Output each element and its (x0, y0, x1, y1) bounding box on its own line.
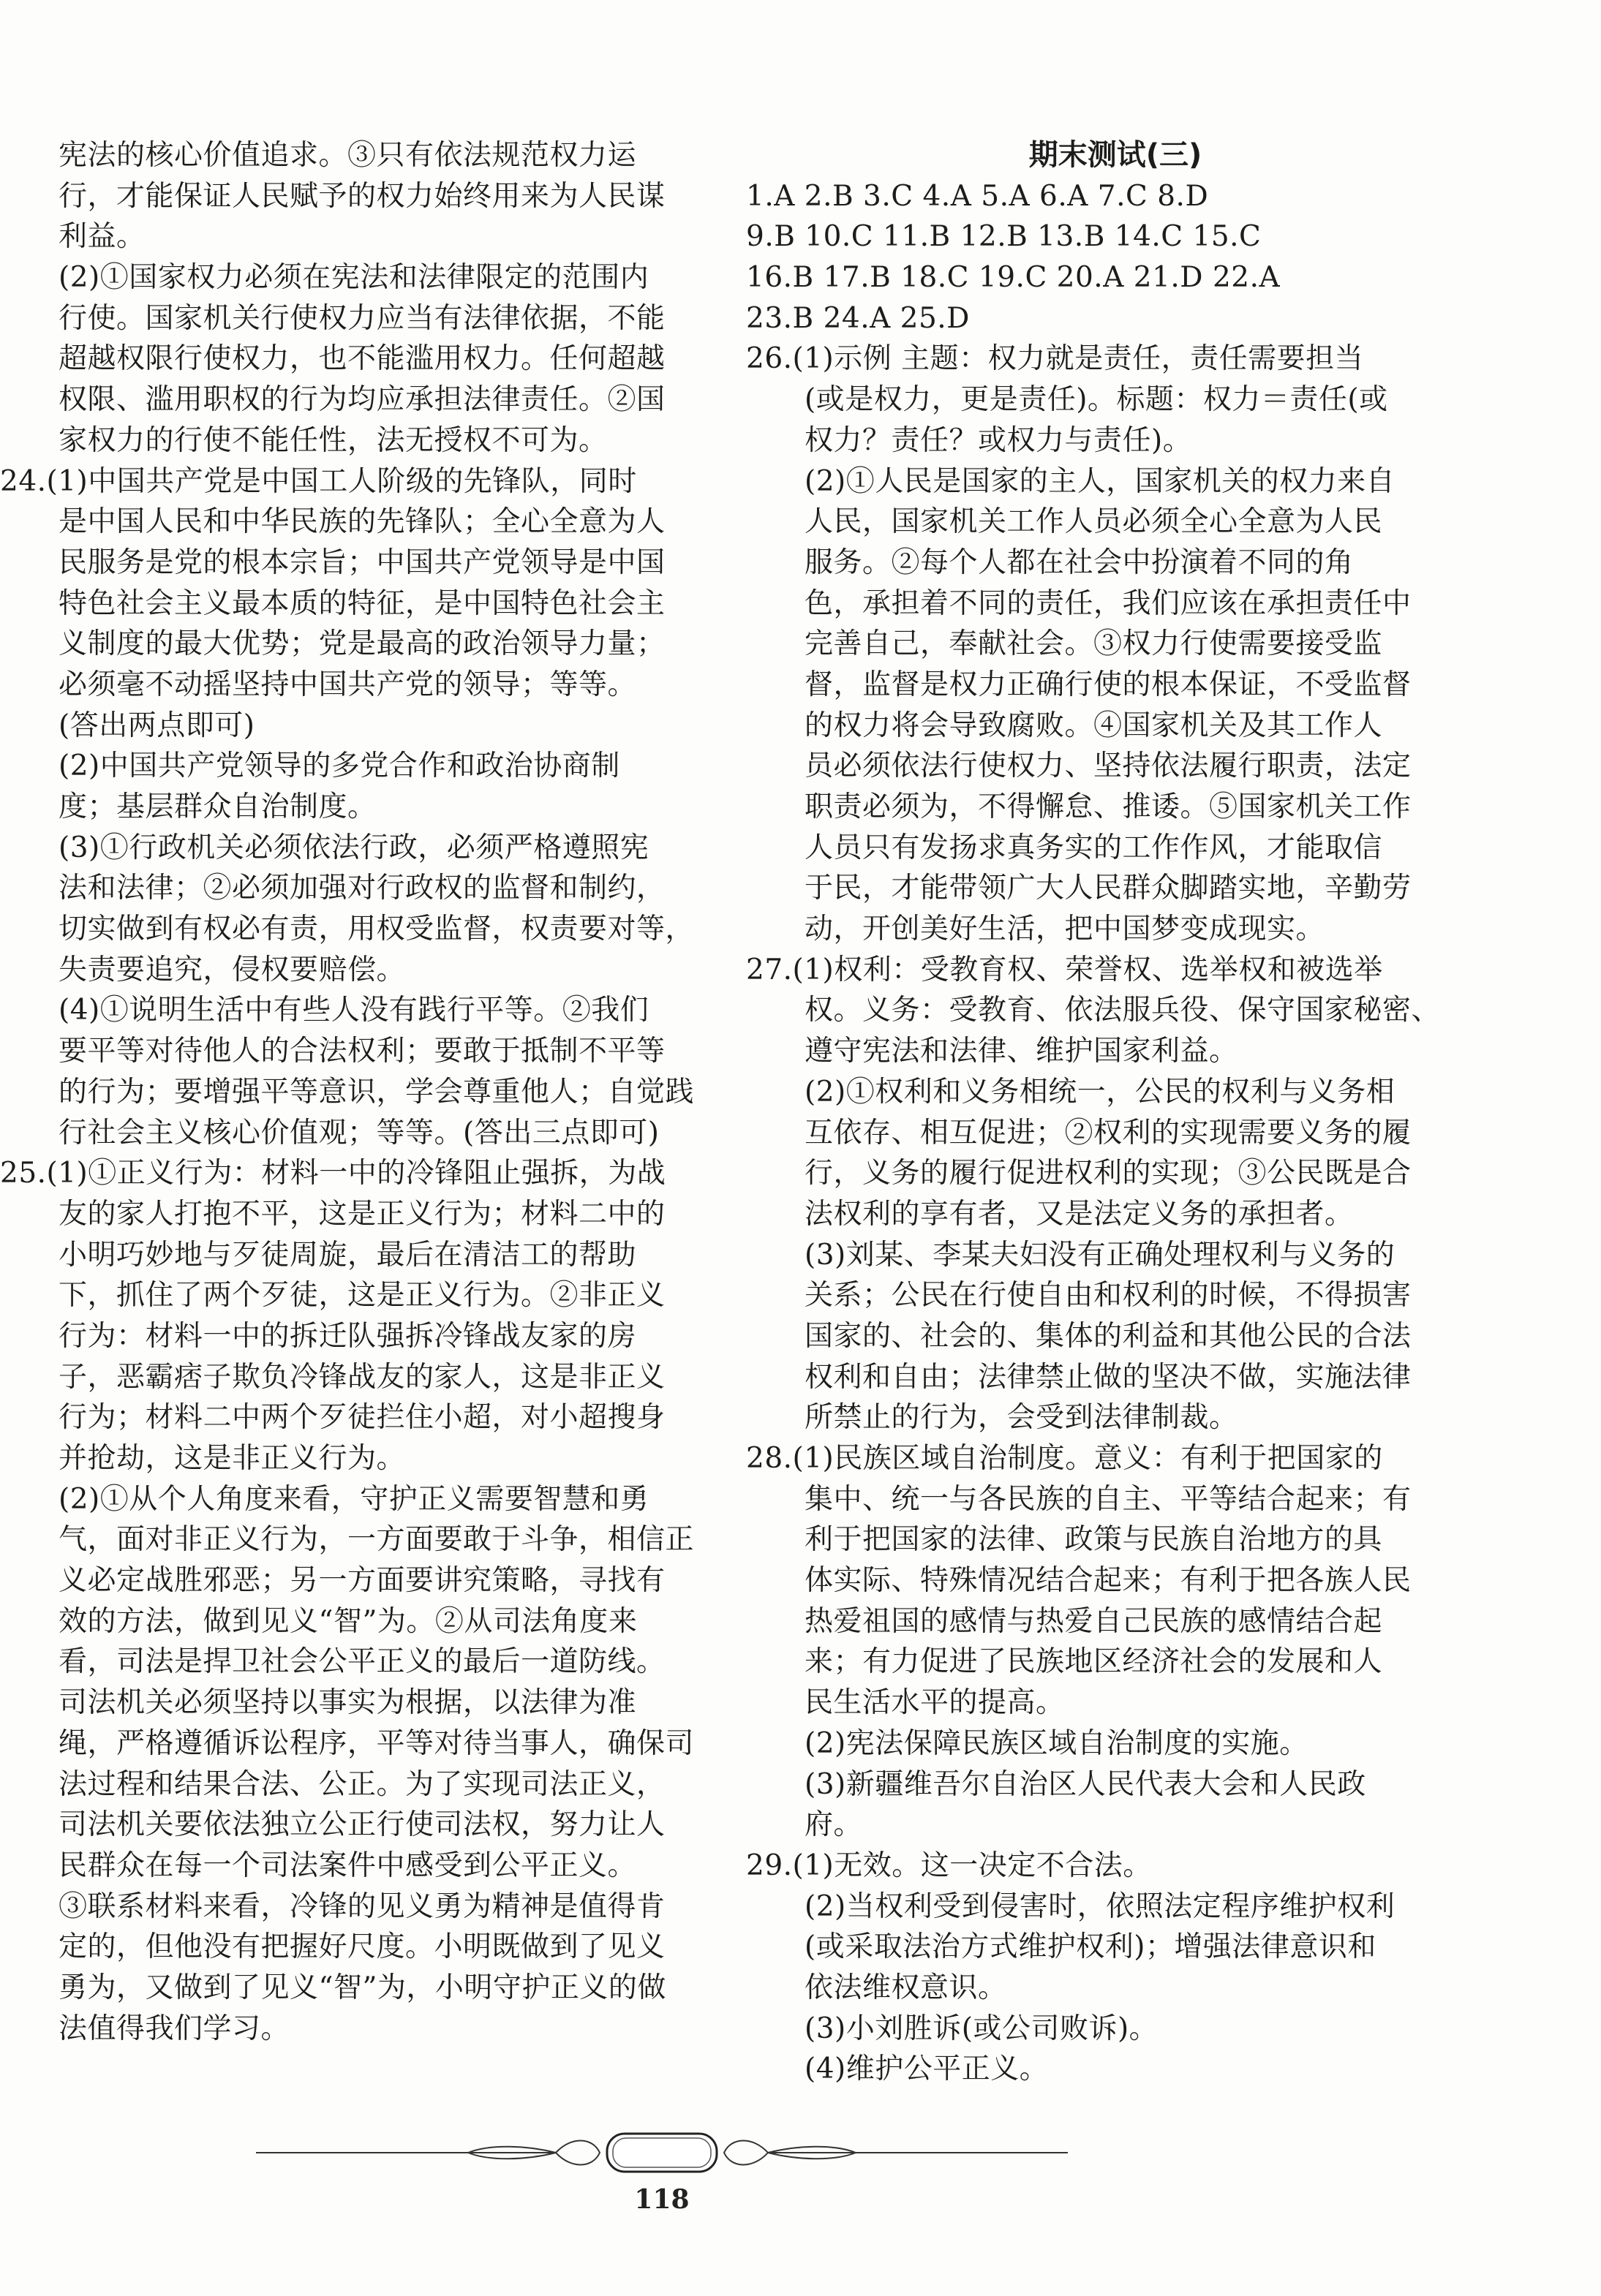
answer-key-line: 23.B 24.A 25.D (746, 301, 970, 335)
text-line: 来；有力促进了民族地区经济社会的发展和人 (805, 1645, 1383, 1679)
text-line: 看，司法是捍卫社会公平正义的最后一道防线。 (59, 1645, 666, 1679)
text-line: 国家的、社会的、集体的利益和其他公民的合法 (805, 1319, 1412, 1353)
text-line: 要平等对待他人的合法权利；要敢于抵制不平等 (59, 1035, 666, 1068)
text-line: 集中、统一与各民族的自主、平等结合起来；有 (805, 1482, 1412, 1516)
text-line: (或采取法治方式维护权利)；增强法律意识和 (805, 1930, 1376, 1964)
text-line: 关系；公民在行使自由和权利的时候，不得损害 (805, 1279, 1412, 1313)
text-line: 气，面对非正义行为，一方面要敢于斗争，相信正 (59, 1523, 695, 1557)
text-line: 28.(1)民族区域自治制度。意义：有利于把国家的 (746, 1442, 1383, 1475)
text-line: ③联系材料来看，冷锋的见义勇为精神是值得肯 (59, 1889, 666, 1923)
text-line: 特色社会主义最本质的特征，是中国特色社会主 (59, 586, 666, 620)
answer-key-line: 1.A 2.B 3.C 4.A 5.A 6.A 7.C 8.D (746, 179, 1209, 213)
text-line: 遵守宪法和法律、维护国家利益。 (805, 1035, 1238, 1068)
text-line: 绳，严格遵循诉讼程序，平等对待当事人，确保司 (59, 1726, 695, 1760)
text-line: 法值得我们学习。 (59, 2012, 290, 2045)
text-line: 行为；材料二中两个歹徒拦住小超，对小超搜身 (59, 1401, 666, 1435)
text-line: 是中国人民和中华民族的先锋队；全心全意为人 (59, 505, 666, 539)
text-line: 民服务是党的根本宗旨；中国共产党领导是中国 (59, 545, 666, 579)
text-line: 法和法律；②必须加强对行政权的监督和制约， (59, 872, 666, 905)
text-line: (2)①从个人角度来看，守护正义需要智慧和勇 (59, 1482, 649, 1516)
text-line: 民群众在每一个司法案件中感受到公平正义。 (59, 1848, 637, 1882)
text-line: (2)①国家权力必须在宪法和法律限定的范围内 (59, 261, 649, 295)
text-line: 义必定战胜邪恶；另一方面要讲究策略，寻找有 (59, 1564, 666, 1598)
text-line: 效的方法，做到见义“智”为。②从司法角度来 (59, 1604, 638, 1638)
text-line: 勇为，又做到了见义“智”为，小明守护正义的做 (59, 1971, 666, 2004)
text-line: (2)①权利和义务相统一，公民的权利与义务相 (805, 1075, 1395, 1109)
text-line: (4)①说明生活中有些人没有践行平等。②我们 (59, 994, 649, 1027)
text-line: 利益。 (59, 220, 146, 254)
text-line: (3)刘某、李某夫妇没有正确处理权利与义务的 (805, 1238, 1395, 1272)
text-line: (或是权力，更是责任)。标题：权力＝责任(或 (805, 383, 1388, 417)
text-line: 色，承担着不同的责任，我们应该在承担责任中 (805, 586, 1412, 620)
text-line: 定的，但他没有把握好尺度。小明既做到了见义 (59, 1930, 666, 1964)
text-line: 失责要追究，侵权要赔偿。 (59, 953, 406, 986)
text-line: 行，才能保证人民赋予的权力始终用来为人民谋 (59, 179, 666, 213)
text-line: 小明巧妙地与歹徒周旋，最后在清洁工的帮助 (59, 1238, 637, 1272)
text-line: 利于把国家的法律、政策与民族自治地方的具 (805, 1523, 1383, 1557)
text-line: 24.(1)中国共产党是中国工人阶级的先锋队，同时 (0, 464, 637, 498)
text-line: 所禁止的行为，会受到法律制裁。 (805, 1401, 1238, 1435)
text-line: 体实际、特殊情况结合起来；有利于把各族人民 (805, 1564, 1412, 1598)
text-line: 子，恶霸痞子欺负冷锋战友的家人，这是非正义 (59, 1360, 666, 1394)
text-line: (3)新疆维吾尔自治区人民代表大会和人民政 (805, 1767, 1366, 1801)
text-line: (2)宪法保障民族区域自治制度的实施。 (805, 1726, 1308, 1760)
text-line: 的权力将会导致腐败。④国家机关及其工作人 (805, 709, 1383, 742)
text-line: 府。 (805, 1808, 863, 1842)
text-line: 法过程和结果合法、公正。为了实现司法正义， (59, 1767, 666, 1801)
right-column (746, 135, 1485, 2090)
text-line: 权利和自由；法律禁止做的坚决不做，实施法律 (805, 1360, 1412, 1394)
text-line: 26.(1)示例 主题：权力就是责任，责任需要担当 (746, 342, 1364, 376)
text-line: (2)当权利受到侵害时，依照法定程序维护权利 (805, 1889, 1395, 1923)
text-line: 人员只有发扬求真务实的工作作风，才能取信 (805, 831, 1383, 864)
text-line: 度；基层群众自治制度。 (59, 790, 377, 823)
text-line: 权力？责任？或权力与责任)。 (805, 423, 1192, 457)
text-line: 热爱祖国的感情与热爱自己民族的感情结合起 (805, 1604, 1383, 1638)
text-line: (3)①行政机关必须依法行政，必须严格遵照宪 (59, 831, 649, 864)
text-line: 督，监督是权力正确行使的根本保证，不受监督 (805, 668, 1412, 701)
text-line: (3)小刘胜诉(或公司败诉)。 (805, 2012, 1159, 2045)
page-number: 118 (634, 2184, 690, 2215)
text-line: 于民，才能带领广大人民群众脚踏实地，辛勤劳 (805, 872, 1412, 905)
text-line: 服务。②每个人都在社会中扮演着不同的角 (805, 545, 1354, 579)
text-line: (2)中国共产党领导的多党合作和政治协商制 (59, 749, 620, 783)
left-column (0, 135, 797, 2049)
text-line: 下，抓住了两个歹徒，这是正义行为。②非正义 (59, 1279, 666, 1313)
text-line: 29.(1)无效。这一决定不合法。 (746, 1848, 1152, 1882)
page-footer-ornament (249, 2129, 1075, 2215)
text-line: 人民，国家机关工作人员必须全心全意为人民 (805, 505, 1383, 539)
text-line: (4)维护公平正义。 (805, 2053, 1049, 2086)
text-line: 家权力的行使不能任性，法无授权不可为。 (59, 423, 608, 457)
text-line: 并抢劫，这是非正义行为。 (59, 1442, 406, 1475)
text-line: 的行为；要增强平等意识，学会尊重他人；自觉践 (59, 1075, 695, 1109)
text-line: 25.(1)①正义行为：材料一中的冷锋阻止强拆，为战 (0, 1157, 666, 1190)
text-line: 权限、滥用职权的行为均应承担法律责任。②国 (59, 383, 666, 417)
text-line: 行，义务的履行促进权利的实现；③公民既是合 (805, 1157, 1412, 1190)
text-line: 职责必须为，不得懈怠、推诿。⑤国家机关工作 (805, 790, 1412, 823)
text-line: (2)①人民是国家的主人，国家机关的权力来自 (805, 464, 1395, 498)
text-line: 友的家人打抱不平，这是正义行为；材料二中的 (59, 1197, 666, 1231)
answer-key-line: 16.B 17.B 18.C 19.C 20.A 21.D 22.A (746, 261, 1281, 295)
text-line: 互依存、相互促进；②权利的实现需要义务的履 (805, 1116, 1412, 1149)
footer-ornament-icon (249, 2129, 1075, 2176)
text-line: 司法机关要依法独立公正行使司法权，努力让人 (59, 1808, 666, 1842)
text-line: (答出两点即可) (59, 709, 255, 742)
text-line: 依法维权意识。 (805, 1971, 1007, 2004)
text-line: 行使。国家机关行使权力应当有法律依据，不能 (59, 301, 666, 335)
text-line: 行社会主义核心价值观；等等。(答出三点即可) (59, 1116, 660, 1149)
text-line: 员必须依法行使权力、坚持依法履行职责，法定 (805, 749, 1412, 783)
section-title: 期末测试(三) (1028, 138, 1202, 172)
text-line: 宪法的核心价值追求。③只有依法规范权力运 (59, 139, 637, 172)
text-line: 义制度的最大优势；党是最高的政治领导力量； (59, 627, 666, 661)
text-line: 法权利的享有者，又是法定义务的承担者。 (805, 1197, 1354, 1231)
text-line: 完善自己，奉献社会。③权力行使需要接受监 (805, 627, 1383, 661)
text-line: 权。义务：受教育、依法服兵役、保守国家秘密、 (805, 994, 1441, 1027)
answer-key-line: 9.B 10.C 11.B 12.B 13.B 14.C 15.C (746, 220, 1262, 254)
text-line: 动，开创美好生活，把中国梦变成现实。 (805, 913, 1325, 946)
text-line: 必须毫不动摇坚持中国共产党的领导；等等。 (59, 668, 637, 701)
text-line: 司法机关必须坚持以事实为根据，以法律为准 (59, 1686, 637, 1720)
text-line: 民生活水平的提高。 (805, 1686, 1065, 1720)
text-line: 行为：材料一中的拆迁队强拆冷锋战友家的房 (59, 1319, 637, 1353)
text-line: 27.(1)权利：受教育权、荣誉权、选举权和被选举 (746, 953, 1383, 986)
text-line: 切实做到有权必有责，用权受监督，权责要对等， (59, 913, 695, 946)
text-line: 超越权限行使权力，也不能滥用权力。任何超越 (59, 342, 666, 376)
